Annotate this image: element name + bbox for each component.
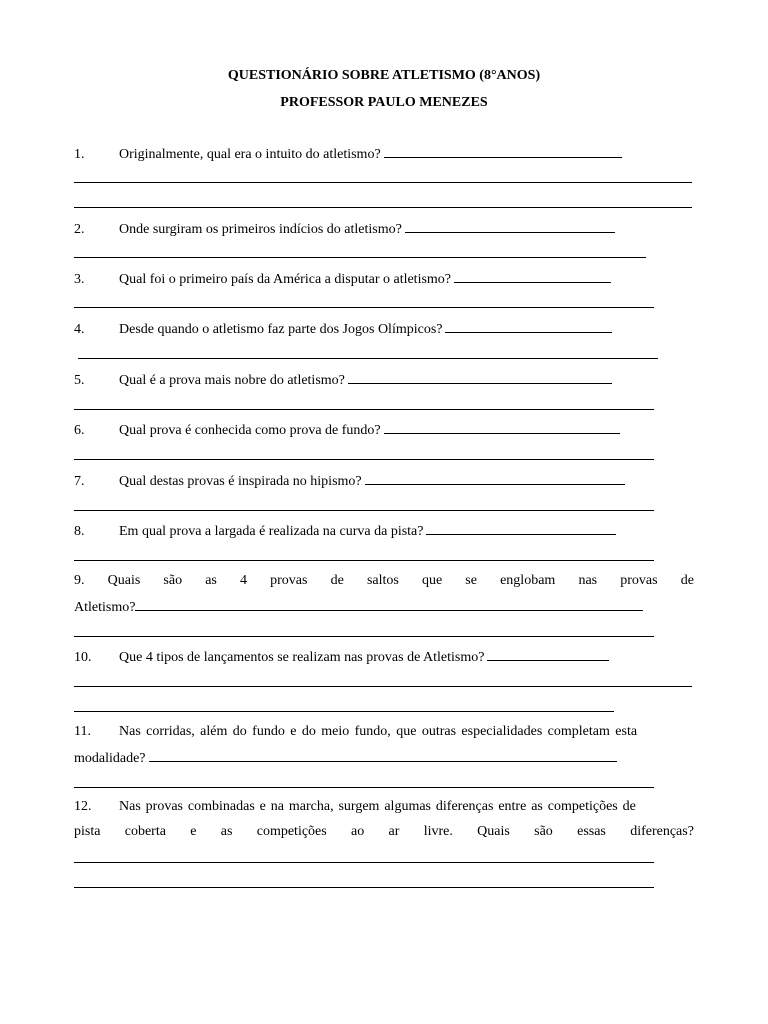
question-number: 11. <box>74 724 91 739</box>
question-word: provas <box>620 573 658 588</box>
page-subtitle: PROFESSOR PAULO MENEZES <box>280 95 488 110</box>
question-word: são <box>163 573 183 588</box>
answer-blank[interactable] <box>445 320 612 333</box>
question-word: livre. <box>423 824 453 839</box>
answer-line[interactable] <box>74 257 646 258</box>
question-12-continuation <box>74 824 694 840</box>
question-9-continuation <box>74 598 694 616</box>
question-text: Em qual prova a largada é realizada na curva da pista? <box>119 524 424 539</box>
answer-line[interactable] <box>74 686 692 687</box>
question-word: são <box>534 824 553 839</box>
question-word: englobam <box>500 573 556 588</box>
question-number: 7. <box>74 474 85 489</box>
question-text: Atletismo? <box>74 600 136 615</box>
question-12 <box>74 799 694 815</box>
question-word: 4 <box>240 573 248 588</box>
question-number: 6. <box>74 423 85 438</box>
question-number: 5. <box>74 373 85 388</box>
answer-blank[interactable] <box>365 472 625 485</box>
answer-blank[interactable] <box>149 749 617 762</box>
question-text: Qual é a prova mais nobre do atletismo? <box>119 373 345 388</box>
answer-blank[interactable] <box>384 145 622 158</box>
question-text: modalidade? <box>74 751 146 766</box>
question-6 <box>74 421 694 439</box>
question-text: Nas corridas, além do fundo e do meio fundo, que outras especialidades completam esta <box>119 724 638 739</box>
question-word: nas <box>578 573 598 588</box>
answer-blank[interactable] <box>426 522 616 535</box>
question-word: competições <box>256 824 327 839</box>
answer-line[interactable] <box>74 182 692 183</box>
question-5 <box>74 371 694 389</box>
question-11 <box>74 724 694 740</box>
question-word: saltos <box>366 573 399 588</box>
question-9 <box>74 573 694 589</box>
question-text: Qual foi o primeiro país da América a disputar o atletismo? <box>119 272 452 287</box>
question-10 <box>74 648 694 666</box>
question-word: ao <box>351 824 365 839</box>
question-number: 3. <box>74 272 85 287</box>
answer-blank[interactable] <box>454 270 611 283</box>
answer-line[interactable] <box>74 459 654 460</box>
question-2 <box>74 220 694 238</box>
answer-line[interactable] <box>74 307 654 308</box>
answer-line[interactable] <box>74 787 654 788</box>
answer-line[interactable] <box>74 409 654 410</box>
question-number: 9. <box>74 573 85 588</box>
answer-blank[interactable] <box>384 421 620 434</box>
question-number: 8. <box>74 524 85 539</box>
question-word: Quais <box>107 573 141 588</box>
question-1 <box>74 145 694 163</box>
answer-line[interactable] <box>74 636 654 637</box>
answer-line[interactable] <box>78 358 658 359</box>
question-word: pista <box>74 824 101 839</box>
answer-line[interactable] <box>74 207 692 208</box>
question-text: Qual destas provas é inspirada no hipismo? <box>119 474 362 489</box>
question-word: de <box>330 573 344 588</box>
question-text: Desde quando o atletismo faz parte dos Jogos Olímpicos? <box>119 322 443 337</box>
question-text: Qual prova é conhecida como prova de fundo? <box>119 423 381 438</box>
answer-line[interactable] <box>74 510 654 511</box>
question-word: Quais <box>477 824 510 839</box>
question-word: de <box>680 573 694 588</box>
question-word: diferenças? <box>630 824 694 839</box>
question-number: 4. <box>74 322 85 337</box>
question-word: provas <box>270 573 308 588</box>
answer-line[interactable] <box>74 560 654 561</box>
question-text: Originalmente, qual era o intuito do atletismo? <box>119 147 381 162</box>
question-3 <box>74 270 694 288</box>
question-number: 2. <box>74 222 85 237</box>
question-word: as <box>205 573 217 588</box>
question-text: Nas provas combinadas e na marcha, surgem algumas diferenças entre as competições de <box>119 799 636 814</box>
question-number: 12. <box>74 799 92 814</box>
question-word: que <box>421 573 443 588</box>
answer-line[interactable] <box>74 887 654 888</box>
question-word: ar <box>388 824 400 839</box>
question-word: e <box>190 824 197 839</box>
answer-blank[interactable] <box>487 648 609 661</box>
question-word: as <box>220 824 233 839</box>
question-text: Onde surgiram os primeiros indícios do atletismo? <box>119 222 402 237</box>
question-word: essas <box>577 824 606 839</box>
question-8 <box>74 522 694 540</box>
answer-blank[interactable] <box>405 220 615 233</box>
question-word: se <box>465 573 477 588</box>
question-text: Que 4 tipos de lançamentos se realizam nas provas de Atletismo? <box>119 650 485 665</box>
question-7 <box>74 472 694 490</box>
question-11-continuation <box>74 749 694 767</box>
question-number: 10. <box>74 650 92 665</box>
answer-blank[interactable] <box>348 371 612 384</box>
answer-line[interactable] <box>74 711 614 712</box>
page-title: QUESTIONÁRIO SOBRE ATLETISMO (8°ANOS) <box>227 68 541 83</box>
question-word: coberta <box>124 824 166 839</box>
question-4 <box>74 320 694 338</box>
question-number: 1. <box>74 147 85 162</box>
answer-line[interactable] <box>74 862 654 863</box>
answer-blank[interactable] <box>135 598 643 611</box>
